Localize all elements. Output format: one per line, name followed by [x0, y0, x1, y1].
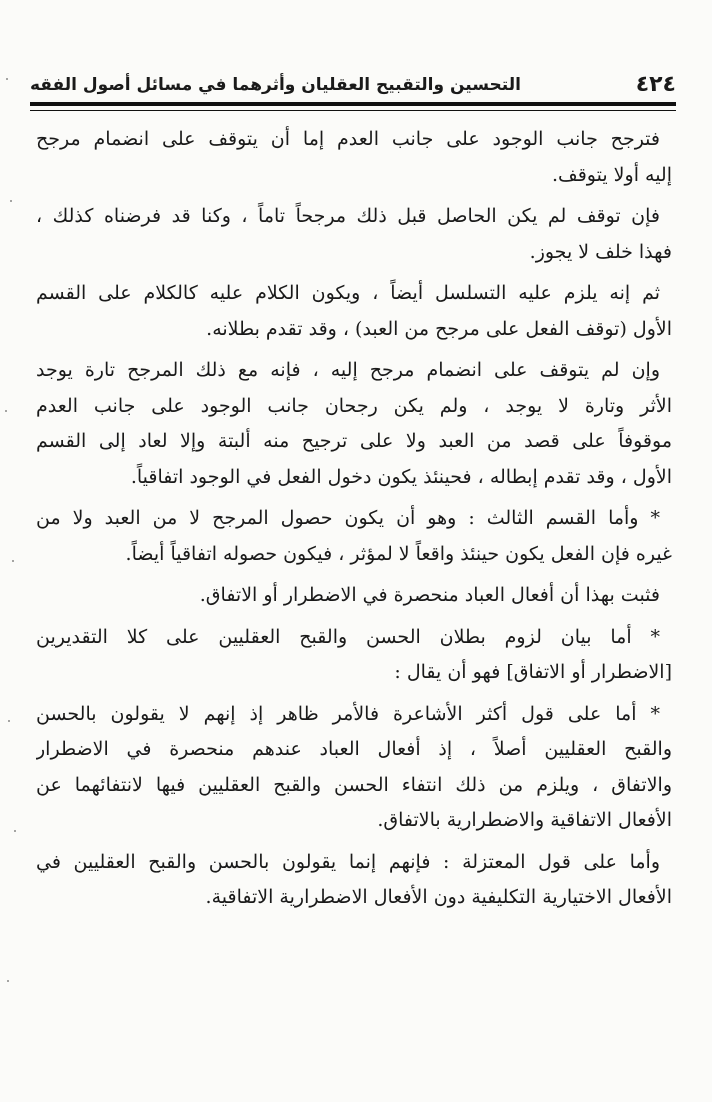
text-line: الأفعال الاختيارية التكليفية دون الأفعال الاضطرارية الاتفاقية. [205, 886, 672, 908]
text-line: * أما بيان لزوم بطلان الحسن والقبح العقليين على كلا التقديرين [36, 625, 660, 648]
text-line: وإن لم يتوقف على انضمام مرجح إليه ، فإنه مع ذلك المرجح تارة يوجد [36, 359, 661, 381]
paragraph [36, 620, 672, 691]
text-line: الأفعال الاتفاقية والاضطرارية بالاتفاق. [377, 809, 672, 831]
text-line: الأول ، وقد تقدم إبطاله ، فحينئذ يكون دخول الفعل في الوجود اتفاقياً. [130, 465, 672, 488]
paragraph [36, 276, 672, 347]
paragraph [36, 578, 672, 614]
body-text [36, 122, 672, 916]
text-line: فثبت بهذا أن أفعال العباد منحصرة في الاضطرار أو الاتفاق. [199, 584, 660, 606]
text-line: موقوفاً على قصد من العبد ولا على ترجيح منه ألبتة وإلا لعاد إلى القسم [36, 430, 672, 452]
paragraph [36, 501, 672, 572]
text-line: * أما على قول أكثر الأشاعرة فالأمر ظاهر إذ إنهم لا يقولون بالحسن [36, 702, 660, 725]
text-line: فهذا خلف لا يجوز. [529, 240, 672, 263]
scan-speck [5, 410, 7, 412]
text-line: فترجح جانب الوجود على جانب العدم إما أن يتوقف على انضمام مرجح [36, 128, 660, 150]
scan-speck [14, 830, 16, 832]
scan-speck [6, 78, 8, 80]
text-line: [الاضطرار أو الاتفاق] فهو أن يقال : [394, 661, 672, 683]
text-line: غيره فإن الفعل يكون حينئذ واقعاً لا لمؤثر ، فيكون حصوله اتفاقياً أيضاً. [125, 542, 672, 565]
text-line: وأما على قول المعتزلة : فإنهم إنما يقولون بالحسن والقبح العقليين في [36, 850, 660, 873]
text-line: والقبح العقليين أصلاً ، إذ أفعال العباد عندهم منحصرة في الاضطرار [36, 738, 672, 760]
scan-speck [12, 560, 14, 562]
page-header [30, 70, 676, 100]
paragraph [36, 199, 672, 270]
paragraph [36, 353, 672, 495]
scan-speck [7, 980, 9, 982]
running-title: التحسين والتقبيح العقليان وأثرهما في مسائل أصول الفقه [30, 75, 521, 95]
text-line: والاتفاق ، ويلزم من ذلك انتفاء الحسن والقبح العقليين فيها لانتفائهما عن [36, 773, 672, 796]
paragraph [36, 697, 672, 839]
page-number: ٤٢٤ [635, 72, 676, 97]
header-rule-thick [30, 102, 676, 106]
text-line: الأول (توقف الفعل على مرجح من العبد) ، وقد تقدم بطلانه. [206, 317, 672, 340]
text-line: الأثر وتارة لا يوجد ، ولم يكن رجحان جانب الوجود على جانب العدم [36, 394, 672, 417]
text-line: ثم إنه يلزم عليه التسلسل أيضاً ، ويكون الكلام عليه كالكلام على القسم [36, 282, 660, 304]
paragraph [36, 122, 672, 193]
header-rule-thin [30, 110, 676, 111]
scan-speck [10, 200, 12, 202]
paragraph [36, 845, 672, 916]
text-line: * وأما القسم الثالث : وهو أن يكون حصول المرجح لا من العبد ولا من [36, 507, 660, 529]
text-line: إليه أولا يتوقف. [552, 163, 672, 186]
text-line: فإن توقف لم يكن الحاصل قبل ذلك مرجحاً تاماً ، وكنا قد فرضناه كذلك ، [36, 205, 660, 227]
scan-speck [8, 720, 10, 722]
